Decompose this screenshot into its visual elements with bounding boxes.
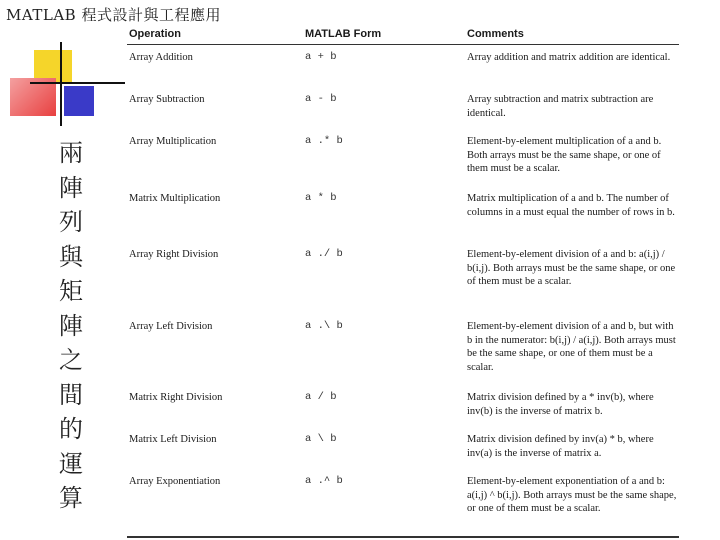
matlab-form-cell: a / b bbox=[305, 391, 337, 403]
operation-cell: Array Left Division bbox=[129, 321, 213, 332]
operation-cell: Matrix Right Division bbox=[129, 392, 223, 403]
matlab-form-cell: a - b bbox=[305, 93, 337, 105]
matlab-form-cell: a ./ b bbox=[305, 248, 343, 260]
vertical-slide-title bbox=[56, 136, 86, 516]
title-char: 兩 bbox=[59, 139, 83, 167]
matlab-form-cell: a .^ b bbox=[305, 475, 343, 487]
column-header-matlab-form: MATLAB Form bbox=[305, 28, 382, 40]
operation-cell: Array Multiplication bbox=[129, 136, 217, 147]
matlab-form-cell: a * b bbox=[305, 192, 337, 204]
title-char: 矩 bbox=[59, 277, 83, 305]
title-char: 之 bbox=[59, 346, 83, 374]
operation-cell: Array Subtraction bbox=[129, 94, 205, 105]
operation-cell: Matrix Multiplication bbox=[129, 193, 221, 204]
title-char: 列 bbox=[59, 208, 83, 236]
table-bottom-rule bbox=[127, 536, 679, 538]
decorative-vertical-line bbox=[60, 42, 62, 126]
title-char: 算 bbox=[59, 484, 83, 512]
decorative-horizontal-line bbox=[30, 82, 125, 84]
comment-cell: Element-by-element division of a and b, but with b in the numerator: b(i,j) / a(i,j). Both arrays must be the same shape, or one of them must be a scalar. bbox=[467, 321, 676, 373]
matlab-form-cell: a + b bbox=[305, 51, 337, 63]
title-char: 運 bbox=[59, 449, 83, 478]
matlab-form-cell: a .* b bbox=[305, 135, 343, 147]
comment-cell: Element-by-element division of a and b: a(i,j) / b(i,j). Both arrays must be the same shape, or one of them must be a scalar. bbox=[467, 249, 676, 287]
comment-cell: Element-by-element exponentiation of a and b: a(i,j) ^ b(i,j). Both arrays must be the same shape, or one of them must be a scalar. bbox=[467, 476, 677, 514]
column-header-comments: Comments bbox=[467, 28, 524, 40]
matlab-form-cell: a .\ b bbox=[305, 320, 343, 332]
operations-table bbox=[127, 24, 679, 514]
comment-cell: Array addition and matrix addition are identical. bbox=[467, 52, 671, 63]
operation-cell: Array Addition bbox=[129, 52, 193, 63]
title-char: 陣 bbox=[59, 173, 83, 202]
title-char: 間 bbox=[59, 380, 83, 409]
comment-cell: Element-by-element multiplication of a and b. Both arrays must be the same shape, or one of them must be a scalar. bbox=[467, 136, 662, 174]
comment-cell: Matrix division defined by a * inv(b), where inv(b) is the inverse of matrix b. bbox=[467, 392, 654, 417]
operation-cell: Matrix Left Division bbox=[129, 434, 217, 445]
operation-cell: Array Right Division bbox=[129, 249, 219, 260]
comment-cell: Array subtraction and matrix subtraction are identical. bbox=[467, 94, 654, 119]
title-char: 陣 bbox=[59, 311, 83, 340]
operation-cell: Array Exponentiation bbox=[129, 476, 221, 487]
table-header bbox=[127, 24, 679, 45]
column-header-operation: Operation bbox=[129, 28, 181, 40]
matlab-form-cell: a \ b bbox=[305, 433, 337, 445]
comment-cell: Matrix multiplication of a and b. The number of columns in a must equal the number of rows in b. bbox=[467, 193, 675, 218]
comment-cell: Matrix division defined by inv(a) * b, where inv(a) is the inverse of matrix a. bbox=[467, 434, 654, 459]
title-char: 的 bbox=[59, 415, 83, 443]
page-header-title: MATLAB 程式設計與工程應用 bbox=[6, 6, 221, 24]
decorative-blue-square bbox=[64, 86, 94, 116]
title-char: 與 bbox=[59, 242, 83, 271]
